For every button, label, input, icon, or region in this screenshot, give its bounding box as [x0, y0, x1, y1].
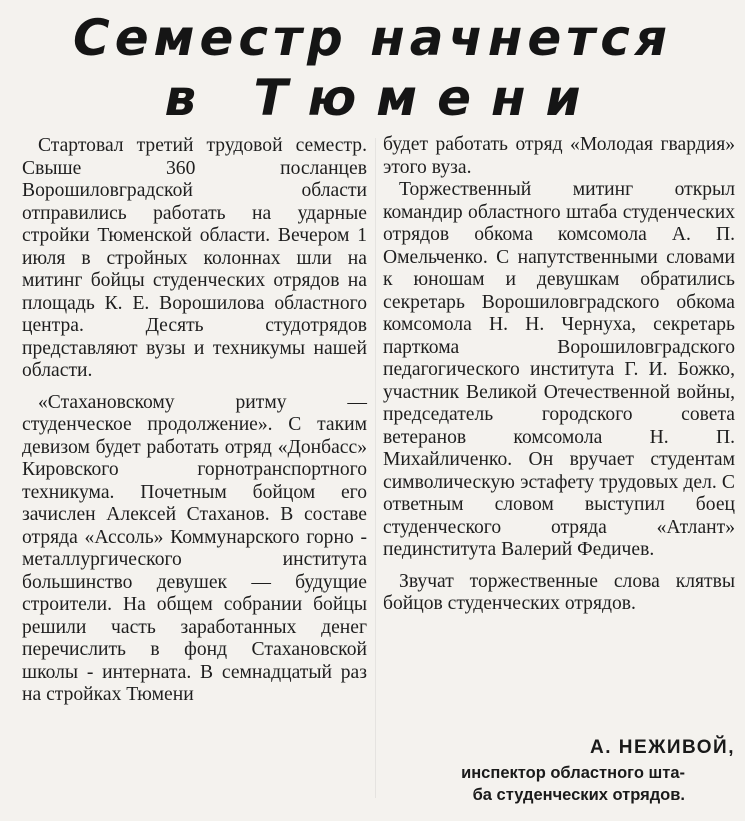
paragraph-5: Звучат торжественные слова клятвы бойцов студенческих отрядов. — [383, 570, 735, 614]
paragraph-4: Торжественный митинг открыл командир областного штаба студенческих отрядов обкома комсомола А. П. Омельченко. С напутственными словами к юношам и девушкам обратились секретарь Ворошиловградского обкома комсомола Н. Н. Чернуха, секретарь парткома Ворошиловградского педагогического института Г. И. Божко, участник Великой Отечественной войны, председатель городского совета ветеранов комсомола Н. П. Михайличенко. Он вручает студентам символическую эстафету трудовых дел. С ответным словом выступил боец студенческого отряда «Атлант» пединститута Валерий Федичев. — [383, 179, 735, 560]
author-role-line-2: ба студенческих отрядов. — [472, 786, 685, 804]
headline-line-1: Семестр начнется — [73, 9, 672, 67]
paragraph-1: Стартовал третий трудовой семестр. Свыше 360 посланцев Ворошиловградской области отправились работать на ударные стройки Тюменской области. Вечером 1 июля в стройных колоннах шли на митинг бойцы студенческих отрядов на площадь К. Е. Ворошилова областного центра. Десять студотрядов представляют вузы и техникумы нашей области. — [22, 135, 367, 381]
headline-line-2: в Тюмени — [164, 69, 601, 127]
paragraph-2: «Стахановскому ритму — студенческое продолжение». С таким девизом будет работать отряд «Донбасс» Кировского горнотранспортного техникума. Почетным бойцом его зачислен Алексей Стаханов. В составе отряда «Ассоль» Коммунарского горно - металлургического института большинство девушек — будущие строители. На общем собрании бойцы решили часть заработанных денег перечислить в фонд Стахановской школы - интерната. В семнадцатый раз на стройках Тюмени — [22, 391, 367, 705]
author-role-line-1: инспектор областного шта- — [461, 764, 685, 782]
paragraph-3: будет работать отряд «Молодая гвардия» этого вуза. — [383, 134, 735, 178]
article-left-column — [22, 135, 367, 707]
author-name: А. НЕЖИВОЙ, — [590, 737, 735, 758]
column-divider — [375, 138, 376, 798]
article-right-column — [383, 134, 735, 616]
